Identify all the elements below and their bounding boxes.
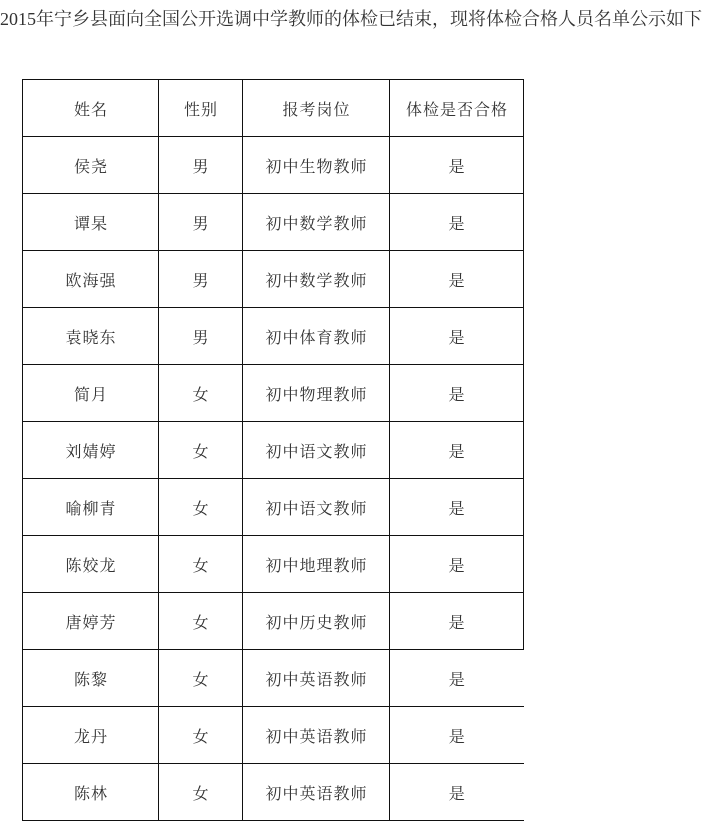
table-row — [23, 137, 524, 194]
table-row — [23, 536, 524, 593]
cell-result: 是 — [390, 194, 524, 251]
cell-gender: 女 — [159, 422, 243, 479]
cell-result: 是 — [390, 365, 524, 422]
column-header-position: 报考岗位 — [243, 80, 390, 137]
cell-name: 喻柳青 — [23, 479, 159, 536]
cell-position: 初中数学教师 — [243, 194, 390, 251]
cell-result: 是 — [390, 308, 524, 365]
column-header-gender: 性别 — [159, 80, 243, 137]
cell-gender: 女 — [159, 707, 243, 764]
cell-gender: 男 — [159, 194, 243, 251]
table-row — [23, 194, 524, 251]
cell-position: 初中英语教师 — [243, 707, 390, 764]
table-row — [23, 707, 524, 764]
cell-gender: 男 — [159, 137, 243, 194]
cell-position: 初中英语教师 — [243, 764, 390, 821]
cell-position: 初中语文教师 — [243, 422, 390, 479]
table-row — [23, 650, 524, 707]
cell-gender: 女 — [159, 593, 243, 650]
table-row — [23, 251, 524, 308]
cell-position: 初中物理教师 — [243, 365, 390, 422]
cell-name: 谭杲 — [23, 194, 159, 251]
table-row — [23, 479, 524, 536]
column-header-result: 体检是否合格 — [390, 80, 524, 137]
cell-name: 刘婧婷 — [23, 422, 159, 479]
cell-position: 初中历史教师 — [243, 593, 390, 650]
cell-gender: 女 — [159, 650, 243, 707]
cell-name: 简月 — [23, 365, 159, 422]
table-row — [23, 593, 524, 650]
table-row — [23, 764, 524, 821]
cell-position: 初中生物教师 — [243, 137, 390, 194]
table-row — [23, 365, 524, 422]
cell-name: 侯尧 — [23, 137, 159, 194]
cell-name: 袁晓东 — [23, 308, 159, 365]
cell-gender: 女 — [159, 365, 243, 422]
cell-name: 龙丹 — [23, 707, 159, 764]
results-table — [22, 79, 524, 821]
cell-gender: 女 — [159, 536, 243, 593]
cell-name: 欧海强 — [23, 251, 159, 308]
cell-position: 初中英语教师 — [243, 650, 390, 707]
table-row — [23, 308, 524, 365]
cell-result: 是 — [390, 479, 524, 536]
cell-gender: 女 — [159, 764, 243, 821]
cell-result: 是 — [390, 251, 524, 308]
cell-result: 是 — [390, 764, 524, 821]
cell-result: 是 — [390, 137, 524, 194]
cell-gender: 男 — [159, 251, 243, 308]
cell-result: 是 — [390, 650, 524, 707]
cell-name: 陈黎 — [23, 650, 159, 707]
cell-gender: 女 — [159, 479, 243, 536]
cell-position: 初中地理教师 — [243, 536, 390, 593]
announcement-intro: 2015年宁乡县面向全国公开选调中学教师的体检已结束，现将体检合格人员名单公示如下 — [0, 9, 702, 29]
cell-name: 唐婷芳 — [23, 593, 159, 650]
cell-position: 初中数学教师 — [243, 251, 390, 308]
cell-result: 是 — [390, 422, 524, 479]
cell-position: 初中体育教师 — [243, 308, 390, 365]
cell-result: 是 — [390, 707, 524, 764]
table-row — [23, 422, 524, 479]
cell-name: 陈林 — [23, 764, 159, 821]
column-header-name: 姓名 — [23, 80, 159, 137]
cell-gender: 男 — [159, 308, 243, 365]
cell-position: 初中语文教师 — [243, 479, 390, 536]
cell-result: 是 — [390, 593, 524, 650]
cell-result: 是 — [390, 536, 524, 593]
cell-name: 陈姣龙 — [23, 536, 159, 593]
table-header-row — [23, 80, 524, 137]
